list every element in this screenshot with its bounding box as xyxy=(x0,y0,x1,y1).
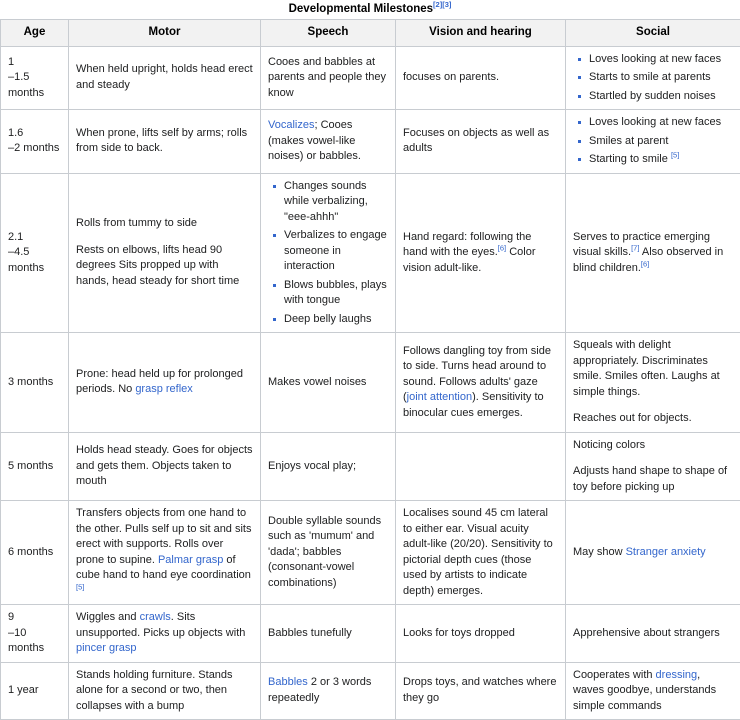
list-item: Loves looking at new faces xyxy=(589,115,733,131)
social-paragraph: Reaches out for objects. xyxy=(573,411,733,427)
social-text: Cooperates with xyxy=(573,669,656,681)
speech-cell: Makes vowel noises xyxy=(261,333,396,433)
social-paragraph: Adjusts hand shape to shape of toy before picking up xyxy=(573,464,733,495)
caption-references[interactable]: [2][3] xyxy=(433,0,451,9)
motor-cell: When held upright, holds head erect and steady xyxy=(69,46,261,110)
social-paragraph: Squeals with delight appropriately. Discriminates smile. Smiles often. Laughs at simple things. xyxy=(573,338,733,400)
list-item: Smiles at parent xyxy=(589,134,733,150)
age-line-1: 9 xyxy=(8,611,14,623)
vision-cell xyxy=(396,333,566,433)
vision-text: Sensitivity to binocular cues emerges. xyxy=(403,391,544,419)
age-cell: 3 months xyxy=(1,333,69,433)
link-vocalizes[interactable]: Vocalizes xyxy=(268,119,314,131)
vision-cell: Focuses on objects as well as adults xyxy=(396,110,566,174)
social-cell xyxy=(566,333,740,433)
motor-cell xyxy=(69,605,261,663)
motor-cell: Holds head steady. Goes for objects and gets them. Objects taken to mouth xyxy=(69,432,261,501)
age-line-1: 2.1 xyxy=(8,231,23,243)
table-row xyxy=(1,432,740,501)
social-cell: Apprehensive about strangers xyxy=(566,605,740,663)
list-item-text: Starting to smile xyxy=(589,153,668,165)
motor-text: Transfers objects from one hand to the other. Pulls self up to sit and sits erect with supports. Rolls over prone to supine. xyxy=(76,507,251,566)
table-row xyxy=(1,662,740,720)
age-line-2: –4.5 months xyxy=(8,246,44,274)
motor-cell xyxy=(69,173,261,333)
vision-cell xyxy=(396,173,566,333)
motor-cell: Stands holding furniture. Stands alone for a second or two, then collapses with a bump xyxy=(69,662,261,720)
link-palmar-grasp[interactable]: Palmar grasp xyxy=(158,554,223,566)
age-cell: 5 months xyxy=(1,432,69,501)
list-item: Starts to smile at parents xyxy=(589,70,733,86)
social-list xyxy=(573,115,733,168)
list-item xyxy=(589,152,733,168)
speech-text: 2 or 3 words repeatedly xyxy=(268,676,371,704)
speech-cell xyxy=(261,173,396,333)
speech-cell: Enjoys vocal play; xyxy=(261,432,396,501)
speech-text: ; Cooes (makes vowel-like noises) or babbles. xyxy=(268,119,361,162)
motor-cell xyxy=(69,333,261,433)
age-cell xyxy=(1,173,69,333)
vision-cell xyxy=(396,432,566,501)
social-cell xyxy=(566,501,740,605)
link-dressing[interactable]: dressing xyxy=(656,669,698,681)
developmental-milestones-table xyxy=(0,19,740,720)
motor-text: Wiggles and xyxy=(76,611,140,623)
reference-marker[interactable]: [5] xyxy=(671,150,679,159)
speech-cell: Cooes and babbles at parents and people they know xyxy=(261,46,396,110)
list-item: Verbalizes to engage someone in interaction xyxy=(284,228,388,275)
motor-cell: When prone, lifts self by arms; rolls from side to back. xyxy=(69,110,261,174)
speech-cell: Babbles tunefully xyxy=(261,605,396,663)
speech-list xyxy=(268,179,388,328)
social-cell xyxy=(566,662,740,720)
age-line-2: –1.5 months xyxy=(8,71,44,99)
table-row xyxy=(1,110,740,174)
social-text: May show xyxy=(573,546,626,558)
age-cell xyxy=(1,605,69,663)
motor-text: . Sits unsupported. Picks up objects with xyxy=(76,611,245,639)
speech-cell xyxy=(261,110,396,174)
motor-text: of cube hand to hand eye coordination xyxy=(76,554,251,582)
link-pincer-grasp[interactable]: pincer grasp xyxy=(76,642,137,654)
age-cell: 1 year xyxy=(1,662,69,720)
reference-marker[interactable]: [6] xyxy=(641,259,649,268)
column-header-motor[interactable]: Motor xyxy=(69,20,261,47)
motor-cell xyxy=(69,501,261,605)
social-text: Serves to practice emerging visual skills. xyxy=(573,231,710,259)
vision-text: Hand regard: following the hand with the eyes. xyxy=(403,231,531,259)
social-cell xyxy=(566,432,740,501)
age-line-1: 1.6 xyxy=(8,127,23,139)
column-header-vision-and-hearing[interactable]: Vision and hearing xyxy=(396,20,566,47)
vision-text: ). xyxy=(472,391,479,403)
list-item: Changes sounds while verbalizing, "eee-ahhh" xyxy=(284,179,388,226)
link-joint-attention[interactable]: joint attention xyxy=(407,391,472,403)
social-list xyxy=(573,52,733,105)
list-item: Loves looking at new faces xyxy=(589,52,733,68)
motor-paragraph: Rolls from tummy to side xyxy=(76,216,253,232)
table-row xyxy=(1,333,740,433)
age-line-2: –2 months xyxy=(8,142,59,154)
table-row xyxy=(1,605,740,663)
reference-marker[interactable]: [5] xyxy=(76,582,84,591)
table-title: Developmental Milestones xyxy=(289,3,433,15)
link-grasp-reflex[interactable]: grasp reflex xyxy=(135,383,192,395)
link-crawls[interactable]: crawls xyxy=(140,611,171,623)
vision-cell: Drops toys, and watches where they go xyxy=(396,662,566,720)
speech-cell: Double syllable sounds such as 'mumum' and 'dada'; babbles (consonant-vowel combinations) xyxy=(261,501,396,605)
table-row xyxy=(1,173,740,333)
social-cell xyxy=(566,173,740,333)
speech-cell xyxy=(261,662,396,720)
age-cell xyxy=(1,110,69,174)
age-line-1: 1 xyxy=(8,56,14,68)
social-cell xyxy=(566,46,740,110)
vision-paragraph xyxy=(403,344,558,422)
social-paragraph: Noticing colors xyxy=(573,438,733,454)
social-text: , waves goodbye, understands simple commands xyxy=(573,669,716,712)
social-cell xyxy=(566,110,740,174)
age-cell: 6 months xyxy=(1,501,69,605)
social-text: Also observed in blind children. xyxy=(573,246,723,274)
column-header-age[interactable]: Age xyxy=(1,20,69,47)
table-row xyxy=(1,46,740,110)
list-item: Deep belly laughs xyxy=(284,312,388,328)
age-cell xyxy=(1,46,69,110)
reference-marker[interactable]: [7] xyxy=(631,243,639,252)
link-babbles[interactable]: Babbles xyxy=(268,676,308,688)
age-line-2: –10 months xyxy=(8,627,44,655)
column-header-speech[interactable]: Speech xyxy=(261,20,396,47)
table-caption xyxy=(0,0,740,19)
list-item: Blows bubbles, plays with tongue xyxy=(284,278,388,309)
motor-text: Prone: head held up for prolonged periods. No xyxy=(76,368,243,396)
vision-cell: focuses on parents. xyxy=(396,46,566,110)
reference-marker[interactable]: [6] xyxy=(498,243,506,252)
motor-paragraph: Rests on elbows, lifts head 90 degrees Sits propped up with hands, head steady for short time xyxy=(76,243,253,290)
table-row xyxy=(1,501,740,605)
vision-text: Follows dangling toy from side to side. Turns head around to sound. Follows adults' gaze ( xyxy=(403,345,551,404)
vision-cell: Looks for toys dropped xyxy=(396,605,566,663)
column-header-social[interactable]: Social xyxy=(566,20,740,47)
table-header-row xyxy=(1,20,740,47)
vision-cell: Localises sound 45 cm lateral to either ear. Visual acuity adult-like (20/20). Sensitivity to pictorial depth cues (those used by artists to indicate depth) emerges. xyxy=(396,501,566,605)
link-stranger-anxiety[interactable]: Stranger anxiety xyxy=(626,546,706,558)
vision-text: Color vision adult-like. xyxy=(403,246,535,274)
list-item: Startled by sudden noises xyxy=(589,89,733,105)
